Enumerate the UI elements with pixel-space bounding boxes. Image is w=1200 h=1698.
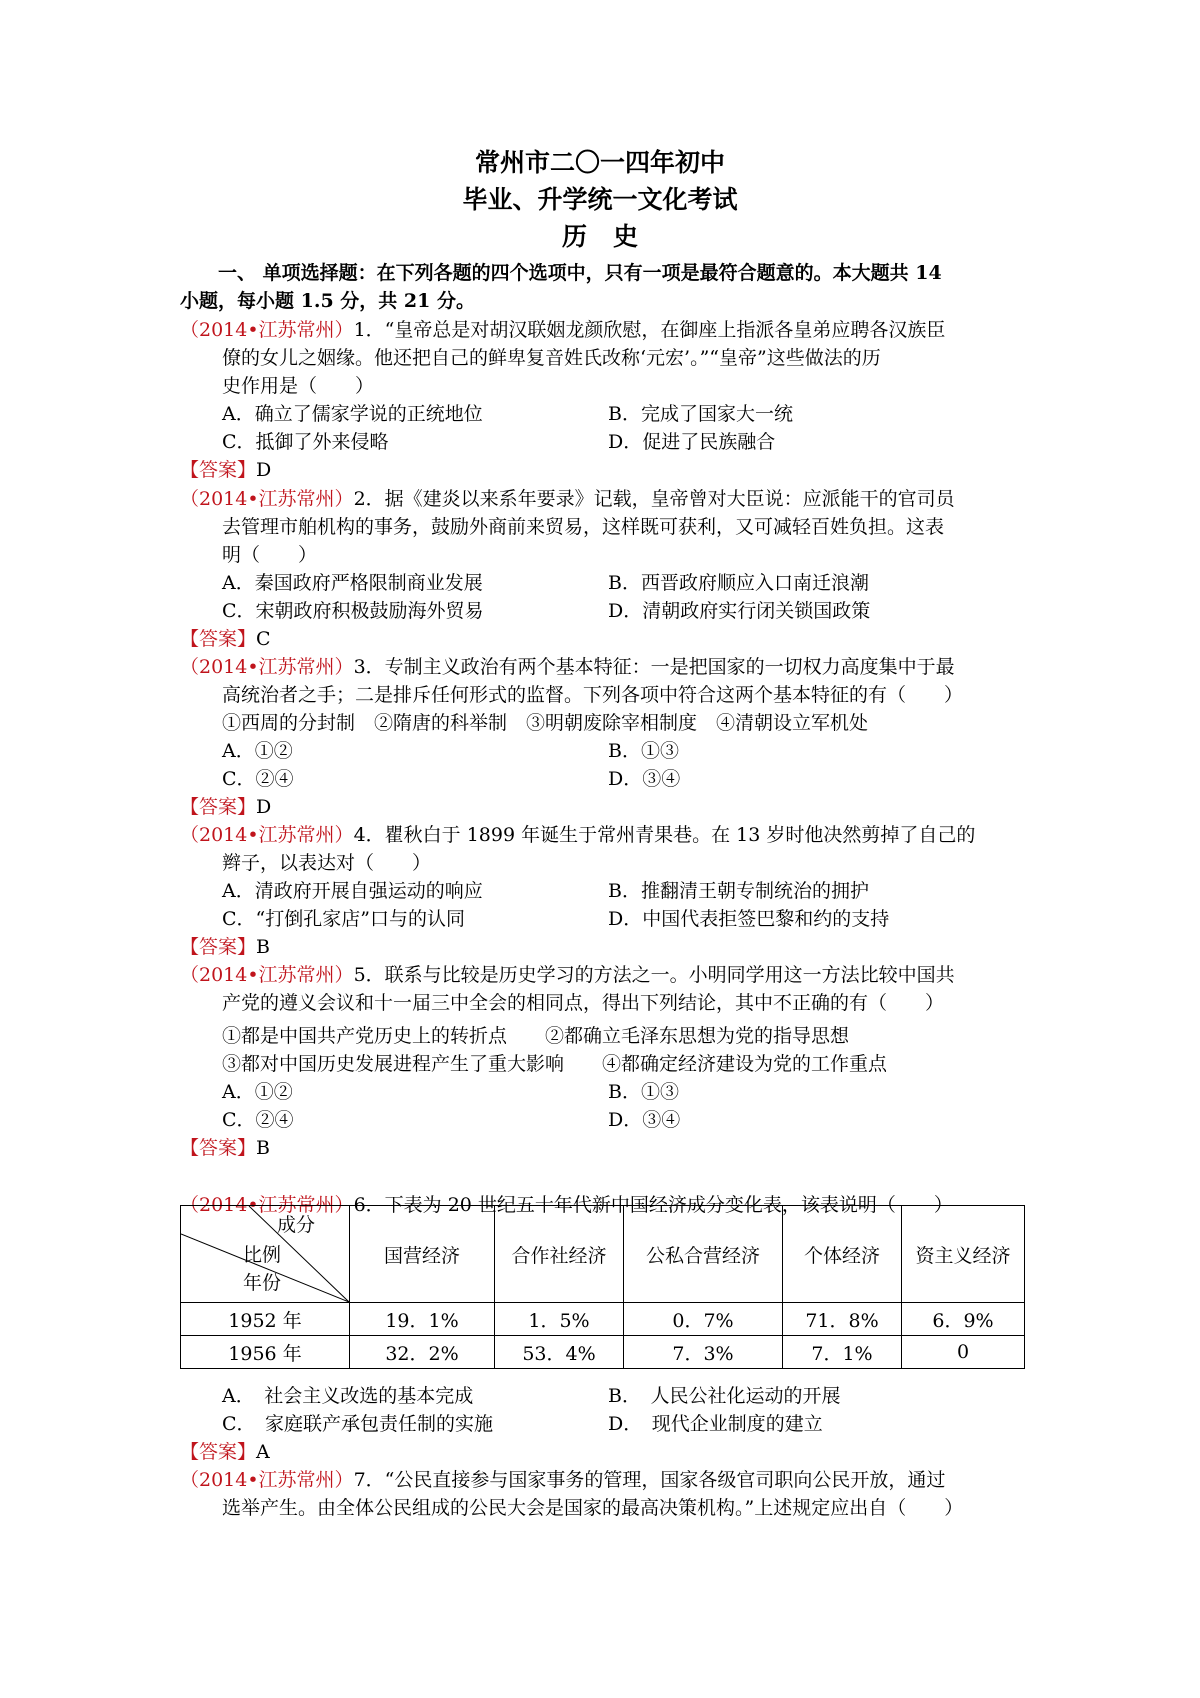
question-7-source: （2014•江苏常州）	[180, 1469, 354, 1491]
question-5-option-c: C．②④	[222, 1109, 294, 1131]
table-column-header: 资主义经济	[902, 1206, 1025, 1303]
table-cell: 1．5%	[495, 1303, 624, 1336]
question-3-option-b: B．①③	[608, 740, 679, 762]
question-1-option-d: D．促进了民族融合	[608, 431, 776, 453]
question-2-option-c: C．宋朝政府积极鼓励海外贸易	[222, 600, 484, 622]
question-4-option-a: A．清政府开展自强运动的响应	[222, 880, 483, 902]
corner-label-top: 成分	[277, 1214, 316, 1236]
question-4-option-d: D．中国代表拒签巴黎和约的支持	[608, 908, 890, 930]
question-4-option-c: C．“打倒孔家店”口与的认同	[222, 908, 465, 930]
question-2-option-b: B．西晋政府顺应入口南迁浪潮	[608, 572, 869, 594]
question-3-answer	[180, 793, 271, 821]
question-6-option-c: C． 家庭联产承包责任制的实施	[222, 1413, 494, 1435]
question-1-line1	[180, 316, 945, 344]
answer-tag: 【答案】	[180, 796, 257, 818]
question-1-option-c: C．抵御了外来侵略	[222, 431, 389, 453]
table-column-header: 公私合营经济	[624, 1206, 783, 1303]
question-5-line4: ③都对中国历史发展进程产生了重大影响 ④都确定经济建设为党的工作重点	[222, 1053, 888, 1075]
table-column-header: 合作社经济	[495, 1206, 624, 1303]
question-2-option-a: A．秦国政府严格限制商业发展	[222, 572, 483, 594]
question-6-source: （2014•江苏常州）	[180, 1194, 354, 1216]
exam-title-line2: 毕业、升学统一文化考试	[462, 185, 738, 214]
question-3-option-a: A．①②	[222, 740, 293, 762]
subject-title: 历史	[561, 222, 664, 251]
question-2-line1	[180, 485, 955, 513]
answer-tag: 【答案】	[180, 1137, 257, 1159]
table-cell: 71．8%	[783, 1303, 902, 1336]
table-column-header: 个体经济	[783, 1206, 902, 1303]
table-corner-cell	[181, 1206, 350, 1303]
question-2-text: 2．据《建炎以来系年要录》记载，皇帝曾对大臣说：应派能干的官司员	[353, 488, 955, 510]
question-7-line1	[180, 1466, 945, 1494]
question-5-option-d: D．③④	[608, 1109, 681, 1131]
table-header-row	[181, 1206, 1025, 1303]
question-4-line1	[180, 821, 975, 849]
question-5-answer	[180, 1134, 270, 1162]
question-4-line2: 辫子，以表达对（ ）	[222, 852, 432, 874]
diagonal-header	[181, 1206, 349, 1302]
question-7-line2: 选举产生。由全体公民组成的公民大会是国家的最高决策机构。”上述规定应出自（ ）	[222, 1497, 964, 1519]
question-1-text: 1．“皇帝总是对胡汉联姻龙颜欣慰，在御座上指派各皇弟应聘各汉族臣	[353, 319, 946, 341]
table-row-year: 1952 年	[181, 1303, 350, 1336]
question-7-text: 7．“公民直接参与国家事务的管理，国家各级官司职向公民开放，通过	[353, 1469, 946, 1491]
question-2-line3: 明（ ）	[222, 544, 318, 566]
table-cell: 0．7%	[624, 1303, 783, 1336]
question-2-answer	[180, 625, 271, 653]
question-5-option-b: B．①③	[608, 1081, 679, 1103]
table-cell: 32．2%	[350, 1336, 495, 1369]
answer-tag: 【答案】	[180, 1441, 257, 1463]
table-column-header: 国营经济	[350, 1206, 495, 1303]
question-3-option-d: D．③④	[608, 768, 681, 790]
question-6-answer	[180, 1438, 270, 1466]
question-1-option-a: A．确立了儒家学说的正统地位	[222, 403, 483, 425]
question-5-text: 5．联系与比较是历史学习的方法之一。小明同学用这一方法比较中国共	[353, 964, 955, 986]
table-cell: 7．1%	[783, 1336, 902, 1369]
table-cell: 6．9%	[902, 1303, 1025, 1336]
answer-value: B	[256, 1137, 270, 1159]
answer-value: D	[256, 459, 272, 481]
question-6-text: 6．下表为 20 世纪五十年代新中国经济成分变化表，该表说明（ ）	[353, 1194, 953, 1216]
economy-composition-table	[180, 1205, 1025, 1369]
question-5-source: （2014•江苏常州）	[180, 964, 354, 986]
answer-value: A	[256, 1441, 270, 1463]
table-row	[181, 1303, 1025, 1336]
answer-value: D	[256, 796, 272, 818]
question-4-option-b: B．推翻清王朝专制统治的拥护	[608, 880, 869, 902]
section-heading-line1: 一、 单项选择题：在下列各题的四个选项中，只有一项是最符合题意的。本大题共 14	[218, 262, 942, 284]
question-1-line3: 史作用是（ ）	[222, 375, 375, 397]
answer-tag: 【答案】	[180, 459, 257, 481]
exam-title-line1: 常州市二〇一四年初中	[474, 148, 725, 177]
answer-value: C	[256, 628, 271, 650]
question-4-source: （2014•江苏常州）	[180, 824, 354, 846]
answer-tag: 【答案】	[180, 936, 257, 958]
table-cell: 7．3%	[624, 1336, 783, 1369]
corner-label-bottom: 年份	[243, 1272, 282, 1294]
question-3-line3: ①西周的分封制 ②隋唐的科举制 ③明朝废除宰相制度 ④清朝设立军机处	[222, 712, 869, 734]
question-2-option-d: D．清朝政府实行闭关锁国政策	[608, 600, 871, 622]
question-1-answer	[180, 456, 271, 484]
question-3-line2: 高统治者之手；二是排斥任何形式的监督。下列各项中符合这两个基本特征的有（ ）	[222, 684, 964, 706]
question-5-line3: ①都是中国共产党历史上的转折点 ②都确立毛泽东思想为党的指导思想	[222, 1025, 850, 1047]
question-2-source: （2014•江苏常州）	[180, 488, 354, 510]
question-2-line2: 去管理市舶机构的事务，鼓励外商前来贸易，这样既可获利，又可减轻百姓负担。这表	[222, 516, 945, 538]
question-3-source: （2014•江苏常州）	[180, 656, 354, 678]
question-6-option-d: D． 现代企业制度的建立	[608, 1413, 823, 1435]
question-3-option-c: C．②④	[222, 768, 294, 790]
section-heading-line2: 小题，每小题 1.5 分，共 21 分。	[180, 290, 475, 312]
question-1-option-b: B．完成了国家大一统	[608, 403, 793, 425]
question-6-option-b: B． 人民公社化运动的开展	[608, 1385, 841, 1407]
question-5-option-a: A．①②	[222, 1081, 293, 1103]
table-cell: 19．1%	[350, 1303, 495, 1336]
table-cell: 53．4%	[495, 1336, 624, 1369]
question-4-text: 4．瞿秋白于 1899 年诞生于常州青果巷。在 13 岁时他决然剪掉了自己的	[353, 824, 976, 846]
question-6-option-a: A． 社会主义改选的基本完成	[222, 1385, 474, 1407]
question-1-source: （2014•江苏常州）	[180, 319, 354, 341]
table-row-year: 1956 年	[181, 1336, 350, 1369]
corner-label-middle: 比例	[243, 1244, 282, 1266]
question-3-line1	[180, 653, 955, 681]
question-4-answer	[180, 933, 270, 961]
question-5-line2: 产党的遵义会议和十一届三中全会的相同点，得出下列结论，其中不正确的有（ ）	[222, 992, 945, 1014]
question-3-text: 3．专制主义政治有两个基本特征：一是把国家的一切权力高度集中于最	[353, 656, 955, 678]
table-row	[181, 1336, 1025, 1369]
table-cell: 0	[902, 1336, 1025, 1369]
question-1-line2: 僚的女儿之姻缘。他还把自己的鲜卑复音姓氏改称‘元宏’。”“皇帝”这些做法的历	[222, 347, 881, 369]
question-5-line1	[180, 961, 955, 989]
answer-tag: 【答案】	[180, 628, 257, 650]
answer-value: B	[256, 936, 270, 958]
